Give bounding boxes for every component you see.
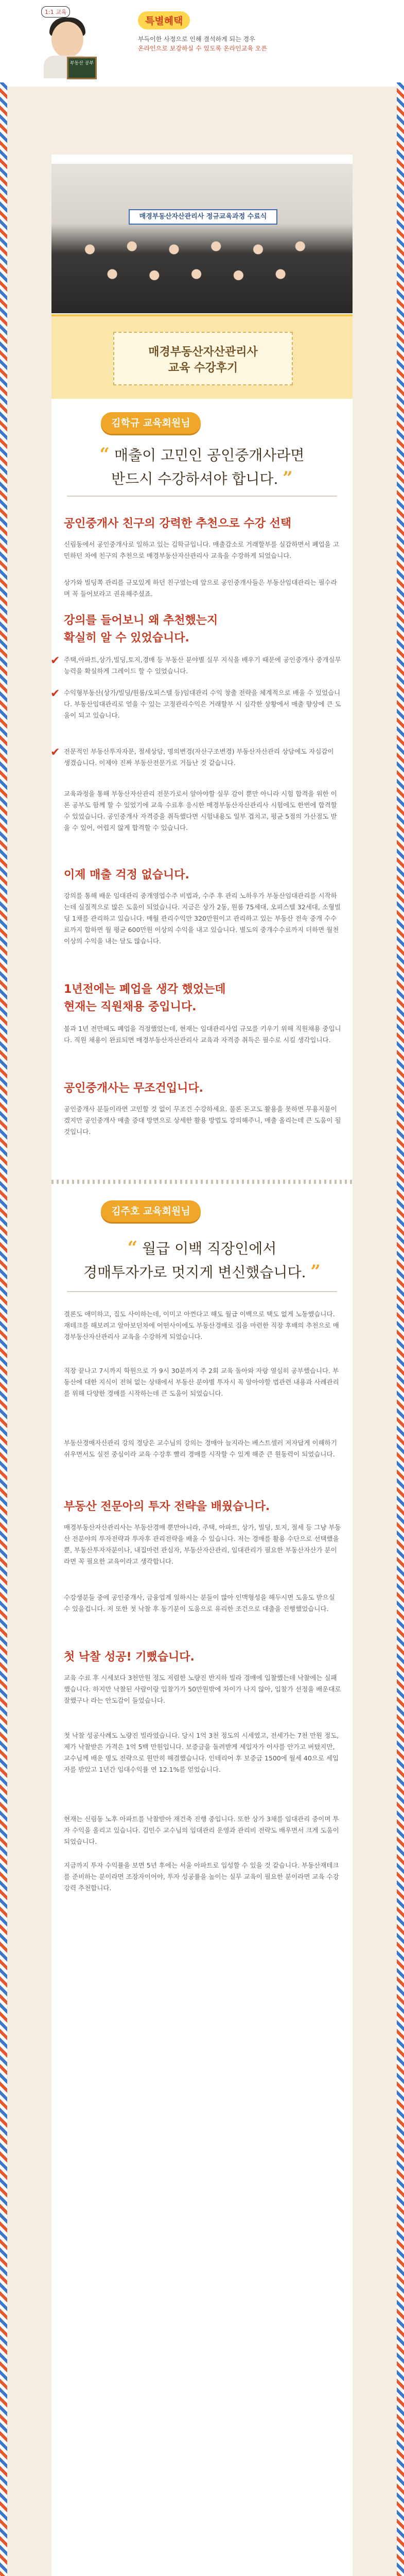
open-quote-icon: “ xyxy=(127,1238,138,1258)
paragraph: 매경부동산자산관리사는 부동산경매 뿐만아니라, 주택, 아파트, 상가, 빌딩, 토지, 절세 등 그냥 부동산 전분야의 투자전략과 투자후 관리전략을 배울 수 있습니다. 저는 경매를 활용 수단으로 선택했을뿐, 부동산투자자분이나, 내집마련 관심자, 부동산자산관리, 임대관리가 필요한 부동산자산가 분이라면 꼭 필요한 교육이라고 생각합니다. xyxy=(64,1523,341,1565)
check-icon: ✔ xyxy=(50,654,60,667)
paragraph: 수익형부동산(상가/빌딩/원룸/오피스텔 등)임대관리 수익 창출 전략을 체계적으로 배울 수 있었습니다. 부동산임대관리로 얻을 수 있는 고정관리수익은 거래할부 시 심각한 상황에서 매출 향상에 큰 도움이 되고 있습니다. xyxy=(64,689,341,719)
section-heading: 첫 낙찰 성공! 기뻤습니다. xyxy=(64,1651,195,1664)
section-heading: 이제 매출 걱정 없습니다. xyxy=(64,869,189,882)
chalkboard-icon: 부동산 공부 xyxy=(67,57,97,79)
review2-quote xyxy=(51,1236,353,1284)
section-heading: 현재는 직원채용 중입니다. xyxy=(64,1001,197,1013)
reviewer-name-2: 김주호 교육회원님 xyxy=(101,1200,201,1222)
heading-line-2: 교육 수강후기 xyxy=(168,362,238,375)
divider xyxy=(67,496,337,497)
review-heading xyxy=(51,314,353,399)
header-banner xyxy=(0,0,404,87)
paragraph: 공인중개사 분들이라면 고민할 것 없이 무조건 수강하세요. 물론 돈고도 활용을 못하면 무용지물이겠지만 공인중개사 매출 증대 방면으로 상세한 활용 방법도 강의해주니, 매출 올리는데 큰 도움이 될 것입니다. xyxy=(64,1105,341,1136)
paragraph: 수강생분들 중에 공인중개사, 금융업계 일하시는 분들이 많아 인맥형성을 해두시면 도움도 받으실 수 있을겁니다. 저 또한 첫 낙찰 후 동기분이 도움으로 유리한 조건으로 대출을 진행했었습니다. xyxy=(64,1594,335,1613)
benefit-badge: 특별혜택 xyxy=(138,11,190,29)
quote-line-2: 경매투자가로 멋지게 변신했습니다. xyxy=(83,1264,306,1281)
paragraph: 직장 끝나고 7시까지 학원으로 가 9시 30분까지 주 2회 교육 돌아와 자랑 열심히 공부했습니다. 부동산에 대한 지식이 전혀 없는 상태에서 부동산 분야별 투자시 꼭 알아야할 법관련 내용과 사례관리를 위해 다양한 경매를 시작하는데 큰 도움이 되었습니다. xyxy=(64,1367,339,1397)
paragraph: 강의를 통해 배운 임대관리 중개영업수주 비법과, 수주 후 관리 노하우가 부동산임대관리를 시작하는데 실질적으로 많은 도움이 되었습니다. 지금은 상가 2동, 원룸 75세대, 오피스텔 32세대, 소형빌딩 1채를 관리하고 있습니다. 매월 관리수익만 320만원이고 관리하고 있는 부동산 전속 중개 수수료까지 합하면 월 평균 600만원 이상의 수익을 내고 있습니다. 별도의 중개수수료까지 더하면 월천이상의 수익을 내는 달도 많습니다. xyxy=(64,892,341,945)
left-border-stripe xyxy=(0,82,7,2576)
check-icon: ✔ xyxy=(50,687,60,700)
benefit-line-1: 부득이한 사정으로 인해 결석하게 되는 경우 xyxy=(138,36,255,43)
paragraph: 불과 1년 전만해도 폐업을 걱정했었는데, 현재는 임대관리사업 규모를 키우기 위해 직원채용 중입니다. 직원 채용이 완료되면 매경부동산자산관리사 교육과 자격증 취득은 필수로 시킬 생각입니다. xyxy=(64,1025,341,1044)
paragraph: 주택,아파트,상가,빌딩,토지,경매 등 부동산 분야별 실무 지식을 배우기 때문에 공인중개사 중개실무 능력을 확실하게 그레이드 할 수 있었습니다. xyxy=(64,656,341,675)
paragraph: 상가와 빌딩쪽 관리를 규모있게 하던 친구였는데 앞으로 공인중개사들은 부동산임대관리는 필수라며 꼭 들어보라고 권유해주셨죠. xyxy=(64,579,337,598)
tutor-face xyxy=(51,22,83,58)
benefit-line-2: 온라인으로 보강하실 수 있도록 온라인교육 오픈 xyxy=(138,45,267,52)
special-benefit xyxy=(138,11,308,53)
review1-quote xyxy=(51,443,353,490)
photo-crowd xyxy=(62,231,342,293)
right-border-stripe xyxy=(397,82,404,2576)
heading-frame xyxy=(113,332,293,385)
graduation-photo xyxy=(51,164,353,313)
paragraph: 전문적인 부동산투자자문, 절세상담, 명의변경(자산구조변경) 부동산자산관리 상담에도 자심감이 생겼습니다. 이제야 진짜 부동산전문가로 거듭난 것 같습니다. xyxy=(64,748,334,767)
quote-line-1: 월급 이백 직장인에서 xyxy=(142,1240,277,1257)
paragraph: 교육 수료 후 시세보다 3천만원 정도 저렴한 노량진 반지하 빌라 경매에 입찰했는데 낙찰에는 실패했습니다. 하지만 낙찰된 사람이랑 입찰가가 50만원밖에 차이가 나지 않아, 입찰가 선정을 배운대로 잘했구나 라는 안도감이 들었습니다. xyxy=(64,1674,341,1704)
paragraph: 지금까지 투자 수익률을 보면 5년 후에는 서울 아파트로 입성할 수 있을 것 같습니다. 부동산재테크를 준비하는 분이라면 조장자이어야, 투자 성공률을 높이는 실무 교육이 필요한 분이라면 교육 수강 강력 추천합니다. xyxy=(64,1861,339,1892)
paragraph: 신림동에서 공인중개사로 일하고 있는 김학규입니다. 매출감소로 거래할부를 실감하면서 폐업을 고민하던 차에 친구의 추천으로 매경부동산자산관리사 교육을 수강하게 되었습니다. xyxy=(64,540,339,560)
section-heading: 공인중개사 친구의 강력한 추천으로 수강 선택 xyxy=(64,517,292,530)
heading-line-1: 매경부동산자산관리사 xyxy=(148,346,258,359)
section-heading: 1년전에는 폐업을 생각 했었는데 xyxy=(64,983,226,996)
paragraph: 부동산경매자산관리 강의 경당은 교수님의 강의는 경매아 늘지라는 베스트셀러 저자답게 이해하기 쉬우면서도 실전 중심이라 교육 수강후 빨리 경매를 시작할 수 있게 해준 큰 원동력이 되었습니다. xyxy=(64,1439,337,1458)
check-icon: ✔ xyxy=(50,746,60,759)
open-quote-icon: “ xyxy=(99,444,110,465)
paragraph: 교육과정을 통해 부동산자산관리 전문가로서 알아야할 실무 감이 뿐만 아니라 시험 합격을 위한 이론 공부도 함께 할 수 있었기에 교육 수료후 응시한 매경부동산자산관리사 시험에도 한번에 합격할 수 있었습니다. 공인중개사 자격증을 취득했다면 시험내용도 일부 겹치고, 평균 5점의 가산점도 받을 수 있어, 어렵지 않게 합격할 수 있습니다. xyxy=(64,790,337,832)
tutor-tag: 1:1 교육 xyxy=(41,6,70,18)
section-heading: 부동산 전문아의 투자 전략을 배웠습니다. xyxy=(64,1500,270,1513)
paragraph: 결론도 애미하고, 집도 사이하는데, 이미고 아껀다고 해도 월급 이백으로 택도 없게 노동했습니다. 재테크를 해보려고 알아보던차에 어떤사이에도 부동산경매로 집을 마련한 직장 후배의 추천으로 매경부동산자산관리사 교육을 수강하게 되었습니다. xyxy=(64,1310,339,1341)
divider xyxy=(67,1291,337,1292)
reviewer-name-1: 김학규 교육회원님 xyxy=(101,412,201,434)
quote-line-2: 반드시 수강하셔야 합니다. xyxy=(111,470,278,487)
section-heading: 강의를 들어보니 왜 추천했는지 xyxy=(64,614,218,627)
quote-line-1: 매출이 고민인 공인중개사라면 xyxy=(114,447,305,464)
dotted-separator xyxy=(51,1180,353,1184)
paragraph: 현재는 신림동 노후 아파트를 낙찰받아 재건축 진행 중입니다. 또한 상가 3채를 임대관리 중이며 투자 수익을 올리고 있습니다. 김민수 교수님의 임대관리 운영과 관리비 전략도 배우면서 크게 도움이 되었습니다. xyxy=(64,1815,339,1845)
section-heading: 공인중개사는 무조건입니다. xyxy=(64,1082,204,1095)
paragraph: 첫 낙찰 성공사례도 노량진 빌라였습니다. 당시 1억 3천 정도의 시세였고, 전세가는 7천 만원 정도, 제가 낙찰받은 가격은 1억 5백 만원입니다. 보증금을 돌려받게 세입자가 이사를 안가고 버텼지만, 교수님께 배운 명도 전략으로 원만히 해결했습니다. 인테리어 후 보증금 1500에 월세 40으로 세입자를 받았고 1년간 임대수익률 연 12.1%를 얻었습니다. xyxy=(64,1732,339,1773)
section-heading: 확실히 알 수 있었습니다. xyxy=(64,632,189,645)
close-quote-icon: ” xyxy=(310,1261,321,1282)
close-quote-icon: ” xyxy=(283,468,293,488)
photo-banner: 매경부동산자산관리사 정규교육과정 수료식 xyxy=(129,209,277,225)
